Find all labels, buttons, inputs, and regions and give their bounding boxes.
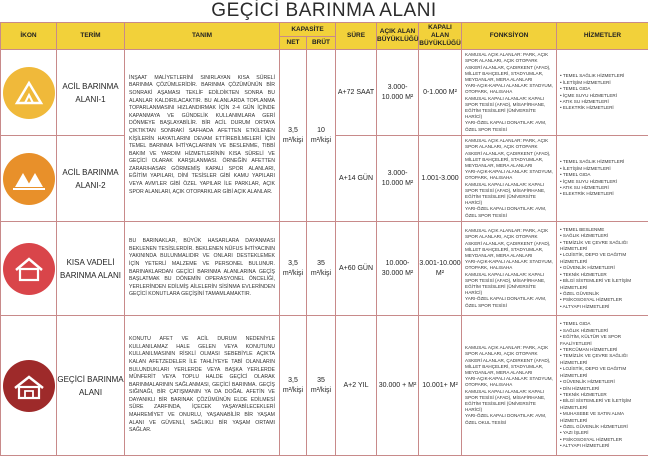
hizmet-item: • BİLGİ SİSTEMLERİ VE İLETİŞİM HİZMETLERİ: [560, 278, 645, 291]
hizmet-item: • ÖZEL GÜVENLİK: [560, 291, 645, 297]
header-row: [1, 23, 648, 37]
hizmet-item: • SAĞLIK HİZMETLERİ: [560, 233, 645, 239]
acik-cell: 3.000-10.000 M²: [377, 136, 419, 222]
hizmet-item: • İLETİŞİM HİZMETLERİ: [560, 80, 645, 86]
hizmet-item: • TEMEL BESLENME: [560, 227, 645, 233]
fonksiyon-item: YARI-AÇIK-KAPALI ALANLAR: STADYUM, OTOPARK, HALISAHA: [465, 259, 553, 271]
hizmet-item: • SAĞLIK HİZMETLERİ: [560, 328, 645, 334]
hizmet-item: • GÜVENLİK HİZMETLERİ: [560, 379, 645, 385]
hizmet-item: • ATIK SU HİZMETLERİ: [560, 99, 645, 105]
fonksiyon-item: YARI-ÖZEL KAPALI DONATILAR: AVM, ÖZEL SPOR TESİSİ: [465, 296, 553, 308]
hizmet-item: • DİN HİZMETLERİ: [560, 386, 645, 392]
hizmet-item: • ELEKTRİK HİZMETLERİ: [560, 191, 645, 197]
hizmet-item: • TEMİZLİK VE ÇEVRE SAĞLIĞI HİZMETLERİ: [560, 353, 645, 366]
fonksiyon-cell: [462, 316, 557, 456]
brut-cell: 35 m²/kişi: [307, 222, 336, 316]
header-tanim: TANIM: [125, 23, 280, 50]
sure-cell: A+72 SAAT: [336, 50, 377, 136]
hizmet-item: • ELEKTRİK HİZMETLERİ: [560, 105, 645, 111]
fonksiyon-item: KAMUSAL KAPALI ALANLAR: KAPALI SPOR TESİSİ (AFAD), MİSAFİRHANE, EĞİTİM TESİSLERİ (ÜNİVERSİTE HARİCİ): [465, 96, 553, 121]
hizmet-item: • BİLGİ SİSTEMLERİ VE İLETİŞİM HİZMETLERİ: [560, 398, 645, 411]
fonksiyon-item: YARI-ÖZEL KAPALI DONATILAR: AVM, ÖZEL SPOR TESİSİ: [465, 206, 553, 218]
hizmet-item: • ALTYAPI HİZMETLERİ: [560, 304, 645, 310]
term-cell: ACİL BARINMA ALANI-2: [57, 136, 125, 222]
tanim-cell: [125, 50, 280, 222]
sure-cell: A+2 YIL: [336, 316, 377, 456]
hizmet-item: • TERCÜMAN HİZMETLERİ: [560, 347, 645, 353]
fonksiyon-item: KAMUSAL AÇIK ALANLAR: PARK, AÇIK SPOR ALANLARI, AÇIK OTOPARK ASKERİ ALANLAR, ÇADIRKENT (AFAD), MİLLET BAHÇELERİ, STADYUMLAR, MEYDANLAR, MERA ALANLARI: [465, 228, 553, 259]
hizmet-item: • GÜVENLİK HİZMETLERİ: [560, 265, 645, 271]
net-cell: 3,5 m²/kişi: [280, 316, 307, 456]
fonksiyon-cell: [462, 136, 557, 222]
fonksiyon-cell: [462, 50, 557, 136]
fonksiyon-item: YARI-ÖZEL KAPALI DONATILAR: AVM, ÖZEL OKUL TESİSİ: [465, 413, 553, 425]
fonksiyon-item: YARI-ÖZEL KAPALI DONATILAR: AVM, ÖZEL SPOR TESİSİ: [465, 120, 553, 132]
header-acik: AÇIK ALAN BÜYÜKLÜĞÜ: [377, 23, 419, 50]
hizmet-item: • ÖZEL GÜVENLİK HİZMETLERİ: [560, 424, 645, 430]
hizmet-item: • TEKNİK HİZMETLER: [560, 272, 645, 278]
net-cell: 3,5 m²/kişi: [280, 50, 307, 222]
tanim-cell: BU BARINAKLAR, BÜYÜK HASARLARA DAYANMASI BEKLENEN TESİSLERDİR. BEKLENEN NÜFUS İHTİYACININ YAKININDA BULUNMALIDIR VE ONLARI DESTEKLEMEK İÇİN YETERLİ MALZEME VE PERSONEL BULUNUR. BARINAKLARDAN GEÇİCİ BARINMA ALANLARINA GEÇİŞ BAŞLATMAK BU DÖNEMİN OPERASYONEL ÖNCELİĞİ, YERLERİNDEN EDİLMİŞ AİLELERİN SİSİNMA EVLERİNDEN GEÇİCİ KONUTLARA GEÇİŞİNİ TAMAMLAMAKTIR.: [125, 222, 280, 316]
sure-cell: A+14 GÜN: [336, 136, 377, 222]
header-ikon: İKON: [1, 23, 57, 50]
header-fonksiyon: FONKSİYON: [462, 23, 557, 50]
acik-cell: 3.000-10.000 M²: [377, 50, 419, 136]
table-row: [1, 316, 648, 456]
net-cell: 3,5 m²/kişi: [280, 222, 307, 316]
fonksiyon-item: YARI-AÇIK-KAPALI ALANLAR: STADYUM, OTOPARK, HALISAHA: [465, 83, 553, 95]
header-kapali: KAPALI ALAN BÜYÜKLÜĞÜ: [419, 23, 462, 50]
hizmet-item: • TEKNİK HİZMETLER: [560, 392, 645, 398]
hizmet-item: • İLETİŞİM HİZMETLERİ: [560, 166, 645, 172]
tanim-cell: KONUTU AFET VE ACİL DURUM NEDENİYLE KULLANILAMAZ HALE GELEN VEYA KONUTUNU KULLANILMASININ RİSKLİ OLMASI SEBEBİYLE AÇIKTA KALAN AFETZEDELER İLE TAHLİYEYE TABİ OLANLARIN BULUNDUKLARI YERLERDE VEYA BAŞKA YERLERDE MÜNFERİT VEYA TOPLU HALDE GEÇİCİ OLARAK BARINMALARININ SAĞLANMASI, GEÇİCİ BARINMA. GEÇİŞ SIĞINAĞI, BİR ÇATIŞMANIN YA DA DOĞAL AFETİN VE DAYANIKLI BİR BARINAK ÇÖZÜMÜNÜN ELDE EDİLMESİ SÜRE ZARFINDA, İÇECEK YAŞAYABİLECEKLERİ MAHREMİYET VE ONURLU, YAŞANABİLİR BİR YAŞAM ALANI VE GÜVENLİ, SAĞLIKLI BİR YAŞAM ORTAMI SAĞLAR.: [125, 316, 280, 456]
page-title: GEÇİCİ BARINMA ALANI: [0, 0, 648, 22]
icon-cell: [1, 316, 57, 456]
kapali-cell: 1.001-3.000: [419, 136, 462, 222]
header-kapasite: KAPASİTE: [280, 23, 336, 37]
tent-icon: [3, 153, 55, 205]
hizmet-item: • LOJİSTİK, DEPO VE DAĞITIM HİZMETLERİ: [560, 252, 645, 265]
hizmet-item: • TEMEL GIDA: [560, 86, 645, 92]
hizmetler-cell: [557, 222, 648, 316]
fonksiyon-item: KAMUSAL KAPALI ALANLAR: KAPALI SPOR TESİSİ (AFAD), MİSAFİRHANE, EĞİTİM TESİSLERİ (ÜNİVERSİTE HARİCİ): [465, 272, 553, 297]
fonksiyon-item: YARI-AÇIK-KAPALI ALANLAR: STADYUM, OTOPARK, HALISAHA: [465, 169, 553, 181]
shelter-table: [0, 22, 648, 456]
tanim-text-2: BİR ACİL DURUM ORTAYA ÇIKTIKTAN SONRAKİ SAFHADA AFETTEN ETKİLENEN KİŞİLERİN HAYATLARINI DEVAM ETTİREBİLMELERİ İÇİN TEMEL BARINMA İHTİYAÇLARININ VE BESLENME, TIBBİ BAKIM VE YARDIM HİZMETLERİNİN KISA SÜRELİ VE GEÇİCİ OLARAK KARŞILANMASI. ÖRNEĞİN AFETTEN ZARAR/HASAR GÖRMEMİŞ KAPALI SPOR ALANLARI, EĞİTİM YAPILARI, DİNİ TESİSLER GİBİ KAMU YAPILARI VEYA AVM'LER GİBİ ÖZEL YAPILAR İLE PARKLAR, AÇIK SPOR ALANLARI, AÇIK OTOPARKLAR GİBİ AÇIK ALANLAR.: [129, 120, 275, 194]
table-row: [1, 222, 648, 316]
hizmetler-cell: [557, 316, 648, 456]
tent-icon: [3, 67, 55, 119]
term-cell: ACİL BARINMA ALANI-1: [57, 50, 125, 136]
brut-cell: 10 m²/kişi: [307, 50, 336, 222]
icon-cell: [1, 136, 57, 222]
sure-cell: A+60 GÜN: [336, 222, 377, 316]
term-cell: KISA VADELİ BARINMA ALANI: [57, 222, 125, 316]
brut-cell: 35 m²/kişi: [307, 316, 336, 456]
icon-cell: [1, 222, 57, 316]
header-net: NET: [280, 37, 307, 50]
hizmet-item: • ATIK SU HİZMETLERİ: [560, 185, 645, 191]
house-icon: [3, 243, 55, 295]
hizmet-item: • TEMEL GIDA: [560, 172, 645, 178]
hizmet-item: • TEMEL GIDA: [560, 321, 645, 327]
fonksiyon-item: KAMUSAL AÇIK ALANLAR: PARK, AÇIK SPOR ALANLARI, AÇIK OTOPARK ASKERİ ALANLAR, ÇADIRKENT (AFAD), MİLLET BAHÇELERİ, STADYUMLAR, MEYDANLAR, MERA ALANLARI: [465, 345, 553, 376]
header-brut: BRÜT: [307, 37, 336, 50]
header-sure: SÜRE: [336, 23, 377, 50]
kapali-cell: 10.001+ M²: [419, 316, 462, 456]
hizmetler-cell: [557, 50, 648, 136]
kapali-cell: 0-1.000 M²: [419, 50, 462, 136]
acik-cell: 30.000 + M²: [377, 316, 419, 456]
hizmet-item: • ALTYAPI HİZMETLERİ: [560, 443, 645, 449]
header-hizmetler: HİZMETLER: [557, 23, 648, 50]
fonksiyon-item: KAMUSAL KAPALI ALANLAR: KAPALI SPOR TESİSİ (AFAD), MİSAFİRHANE, EĞİTİM TESİSLERİ (ÜNİVERSİTE HARİCİ): [465, 182, 553, 207]
hizmet-item: • TEMEL SAĞLIK HİZMETLERİ: [560, 73, 645, 79]
fonksiyon-item: KAMUSAL AÇIK ALANLAR: PARK, AÇIK SPOR ALANLARI, AÇIK OTOPARK ASKERİ ALANLAR, ÇADIRKENT (AFAD), MİLLET BAHÇELERİ, STADYUMLAR, MEYDANLAR, MERA ALANLARI: [465, 138, 553, 169]
hizmet-item: • PSİKOSOSYAL HİZMETLER: [560, 437, 645, 443]
kapali-cell: 3.001-10.000 M²: [419, 222, 462, 316]
hizmet-item: • YAZI İŞLERİ: [560, 430, 645, 436]
hizmet-item: • TEMEL SAĞLIK HİZMETLERİ: [560, 159, 645, 165]
header-terim: TERİM: [57, 23, 125, 50]
icon-cell: [1, 50, 57, 136]
hizmet-item: • EĞİTİM, KÜLTÜR VE SPOR FAALİYETLERİ: [560, 334, 645, 347]
house-icon: [3, 360, 55, 412]
fonksiyon-item: YARI-AÇIK-KAPALI ALANLAR: STADYUM, OTOPARK, HALISAHA: [465, 376, 553, 388]
fonksiyon-item: KAMUSAL AÇIK ALANLAR: PARK, AÇIK SPOR ALANLARI, AÇIK OTOPARK ASKERİ ALANLAR, ÇADIRKENT (AFAD), MİLLET BAHÇELERİ, STADYUMLAR, MEYDANLAR, MERA ALANLARI: [465, 52, 553, 83]
acik-cell: 10.000-30.000 M²: [377, 222, 419, 316]
hizmet-item: • İÇME SUYU HİZMETLERİ: [560, 179, 645, 185]
hizmet-item: • İÇME SUYU HİZMETLERİ: [560, 93, 645, 99]
table-row: [1, 50, 648, 136]
hizmet-item: • MUHASEBE VE SATIN ALMA HİZMETLERİ: [560, 411, 645, 424]
term-cell: GEÇİCİ BARINMA ALANI: [57, 316, 125, 456]
fonksiyon-item: KAMUSAL KAPALI ALANLAR: KAPALI SPOR TESİSİ (AFAD), MİSAFİRHANE, EĞİTİM TESİSLERİ (ÜNİVERSİTE HARİCİ): [465, 389, 553, 414]
fonksiyon-cell: [462, 222, 557, 316]
hizmet-item: • TEMİZLİK VE ÇEVRE SAĞLIĞI HİZMETLERİ: [560, 240, 645, 253]
hizmet-item: • PSİKOSOSYAL HİZMETLER: [560, 297, 645, 303]
tanim-text-1: İNŞAAT MALİYETLERİNİ SINIRLAYAN KISA SÜRELİ BARINMA ÇÖZÜMLERİDİR. BARINMA ÇÖZÜMÜNÜN BİR SONRAKİ AŞAMASI TEKLİF EDİLDİKTEN SONRA BU ALANLAR KALDIRILACAKTIR. BU ALANLARDA TOPLANMA TOPARLANMASINI HIZLANDIRMAK İÇİN 2-4 GÜN İÇİNDE KAPANMAYA VE GÜNDELİK KULLANIMLARA GERİ DÖNMEYE BAŞLAYABİLİR.: [129, 75, 275, 127]
hizmet-item: • LOJİSTİK, DEPO VE DAĞITIM HİZMETLERİ: [560, 366, 645, 379]
hizmetler-cell: [557, 136, 648, 222]
